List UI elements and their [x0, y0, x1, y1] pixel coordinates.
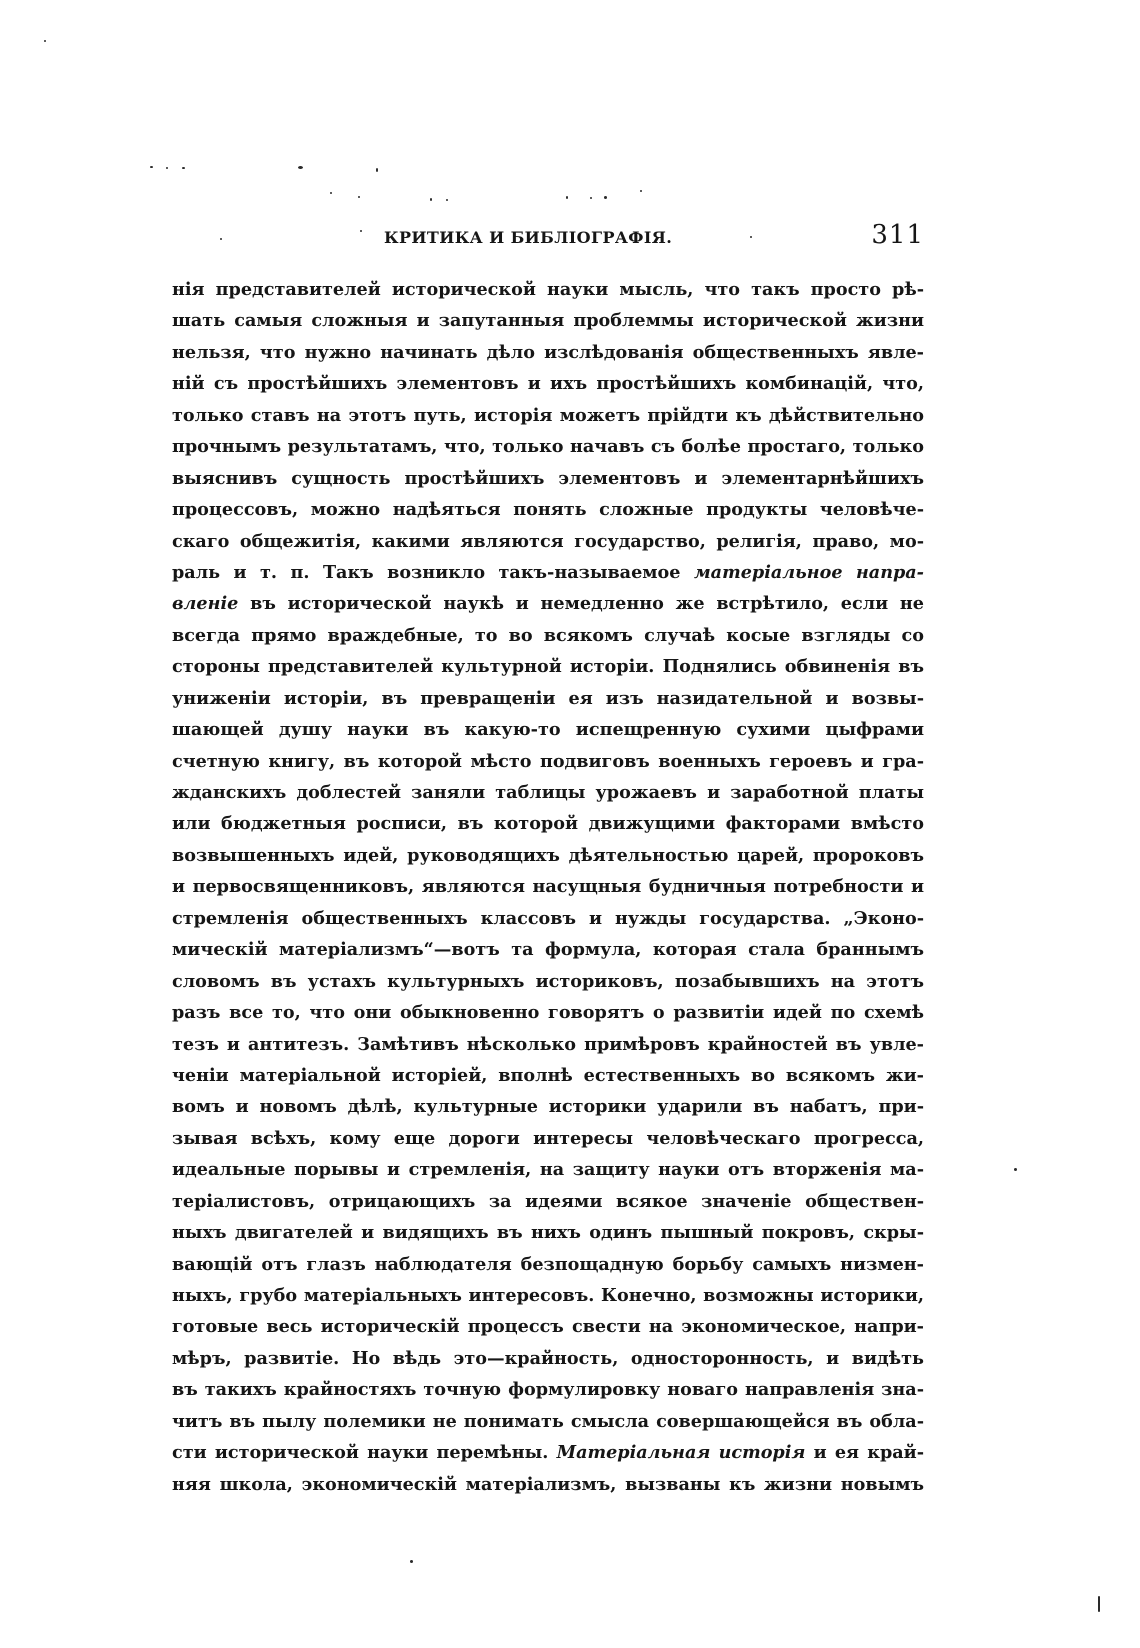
text-line	[172, 1123, 924, 1154]
text-line	[172, 368, 924, 399]
text-segment: жданскихъ доблестей заняли таблицы урожаевъ и заработной платы	[172, 782, 924, 803]
scan-speck	[604, 196, 607, 199]
text-line	[172, 1154, 924, 1185]
scan-speck	[150, 166, 153, 168]
text-segment: вомъ и новомъ дѣлѣ, культурные историки ударили въ набатъ, при-	[172, 1096, 924, 1118]
text-segment: ченіи матеріальной исторіей, вполнѣ естественныхъ во всякомъ жи-	[172, 1064, 924, 1086]
emphasized-text: Матеріальная исторія	[556, 1442, 806, 1464]
text-segment: няя школа, экономическій матеріализмъ, вызваны къ жизни новымъ	[172, 1473, 924, 1495]
running-title: КРИТИКА И БИБЛІОГРАФІЯ.	[384, 228, 673, 247]
text-line	[172, 1029, 924, 1060]
text-segment: въ исторической наукѣ и немедленно же встрѣтило, если не	[238, 593, 924, 615]
text-line	[172, 305, 924, 336]
text-segment: мическій матеріализмъ“—вотъ та формула, которая стала браннымъ	[172, 939, 924, 961]
text-line	[172, 1374, 924, 1405]
text-line	[172, 714, 924, 745]
text-line	[172, 1186, 924, 1217]
text-line	[172, 903, 924, 934]
text-segment: шающей душу науки въ какую-то испещренную сухими цыфрами	[172, 719, 924, 741]
text-line	[172, 1091, 924, 1122]
scan-speck	[220, 238, 222, 240]
text-line	[172, 1311, 924, 1342]
text-line	[172, 966, 924, 997]
scan-speck	[330, 192, 332, 194]
text-line	[172, 463, 924, 494]
text-segment: теріалистовъ, отрицающихъ за идеями всякое значеніе обществен-	[172, 1190, 924, 1212]
text-segment: процессовъ, можно надѣяться понять сложные продукты человѣче-	[172, 499, 924, 521]
scan-speck	[44, 40, 46, 42]
text-segment: счетную книгу, въ которой мѣсто подвиговъ военныхъ героевъ и гра-	[172, 750, 924, 772]
text-line	[172, 620, 924, 651]
scan-speck	[566, 196, 568, 199]
text-line	[172, 746, 924, 777]
running-head	[172, 222, 924, 258]
text-segment: ныхъ двигателей и видящихъ въ нихъ одинъ пышный покровъ, скры-	[172, 1222, 924, 1244]
scan-speck	[430, 198, 432, 201]
text-line	[172, 1437, 924, 1468]
text-segment: въ такихъ крайностяхъ точную формулировку новаго направленія зна-	[172, 1379, 924, 1401]
text-segment: разъ все то, что они обыкновенно говорятъ о развитіи идей по схемѣ	[172, 1002, 924, 1024]
text-segment: и ея край-	[805, 1442, 925, 1464]
text-segment: и первосвященниковъ, являются насущныя будничныя потребности и	[172, 876, 924, 898]
emphasized-text: матеріальное напра-	[693, 561, 924, 583]
scan-speck	[410, 1560, 413, 1563]
text-line	[172, 588, 924, 619]
text-segment: готовые весь историческій процессъ свести на экономическое, напри-	[172, 1316, 924, 1338]
text-segment: нельзя, что нужно начинать дѣло изслѣдованія общественныхъ явле-	[172, 341, 924, 363]
text-segment: читъ въ пылу полемики не понимать смысла совершающейся въ обла-	[172, 1410, 924, 1432]
text-line	[172, 1249, 924, 1280]
text-line	[172, 337, 924, 368]
text-line	[172, 494, 924, 525]
text-line	[172, 1469, 924, 1500]
text-segment: идеальные порывы и стремленія, на защиту науки отъ вторженія ма-	[172, 1159, 924, 1181]
scan-speck	[750, 236, 752, 238]
scan-speck	[590, 197, 592, 199]
text-segment: зывая всѣхъ, кому еще дороги интересы человѣческаго прогресса,	[172, 1127, 924, 1149]
scan-speck	[358, 196, 360, 198]
text-segment: вающій отъ глазъ наблюдателя безпощадную борьбу самыхъ низмен-	[172, 1253, 924, 1275]
text-segment: выяснивъ сущность простѣйшихъ элементовъ и элементарнѣйшихъ	[172, 467, 924, 489]
text-line	[172, 777, 924, 808]
scan-speck	[360, 230, 362, 232]
scan-speck	[376, 168, 378, 172]
text-line	[172, 934, 924, 965]
scan-speck	[182, 167, 185, 169]
text-segment: сти исторической науки перемѣны.	[172, 1442, 557, 1464]
text-line	[172, 526, 924, 557]
text-segment: ныхъ, грубо матеріальныхъ интересовъ. Конечно, возможны историки,	[172, 1285, 924, 1306]
text-line	[172, 997, 924, 1028]
text-line	[172, 683, 924, 714]
text-segment: или бюджетныя росписи, въ которой движущими факторами вмѣсто	[172, 813, 924, 835]
text-segment: всегда прямо враждебные, то во всякомъ случаѣ косые взгляды со	[172, 624, 924, 646]
text-line	[172, 431, 924, 462]
text-line	[172, 1280, 924, 1311]
text-segment: только ставъ на этотъ путь, исторія можетъ прійдти къ дѣйствительно	[172, 404, 924, 426]
text-line	[172, 871, 924, 902]
scan-speck	[640, 190, 642, 192]
text-segment: шать самыя сложныя и запутанныя проблеммы исторической жизни	[172, 310, 924, 332]
text-segment: раль и т. п. Такъ возникло такъ-называемое	[172, 561, 694, 583]
text-line	[172, 400, 924, 431]
text-segment: униженіи исторіи, въ превращеніи ея изъ назидательной и возвы-	[172, 687, 924, 709]
text-segment: стороны представителей культурной исторіи. Поднялись обвиненія въ	[172, 656, 924, 678]
scan-speck	[446, 199, 448, 201]
text-line	[172, 274, 924, 305]
text-line	[172, 1406, 924, 1437]
text-line	[172, 1343, 924, 1374]
text-line	[172, 840, 924, 871]
text-segment: ній съ простѣйшихъ элементовъ и ихъ простѣйшихъ комбинацій, что,	[172, 373, 924, 395]
emphasized-text: вленіе	[172, 593, 239, 615]
text-line	[172, 1060, 924, 1091]
text-segment: мѣръ, развитіе. Но вѣдь это—крайность, односторонность, и видѣть	[172, 1347, 924, 1369]
text-line	[172, 1217, 924, 1248]
text-segment: прочнымъ результатамъ, что, только начавъ съ болѣе простаго, только	[172, 436, 924, 458]
text-line	[172, 651, 924, 682]
text-line	[172, 808, 924, 839]
body-text	[172, 274, 924, 1500]
scan-speck	[1098, 1596, 1100, 1612]
text-segment: возвышенныхъ идей, руководящихъ дѣятельностью царей, пророковъ	[172, 844, 924, 866]
scan-speck	[298, 166, 303, 169]
page-number: 311	[871, 220, 924, 250]
scan-speck	[1014, 1168, 1017, 1171]
text-segment: нія представителей исторической науки мысль, что такъ просто рѣ-	[172, 279, 924, 300]
scan-speck	[166, 167, 168, 169]
text-segment: скаго общежитія, какими являются государство, религія, право, мо-	[172, 530, 924, 552]
text-segment: словомъ въ устахъ культурныхъ историковъ, позабывшихъ на этотъ	[172, 970, 924, 992]
text-segment: тезъ и антитезъ. Замѣтивъ нѣсколько примѣровъ крайностей въ увле-	[172, 1033, 924, 1055]
text-line	[172, 557, 924, 588]
text-segment: стремленія общественныхъ классовъ и нужды государства. „Эконо-	[172, 907, 924, 929]
